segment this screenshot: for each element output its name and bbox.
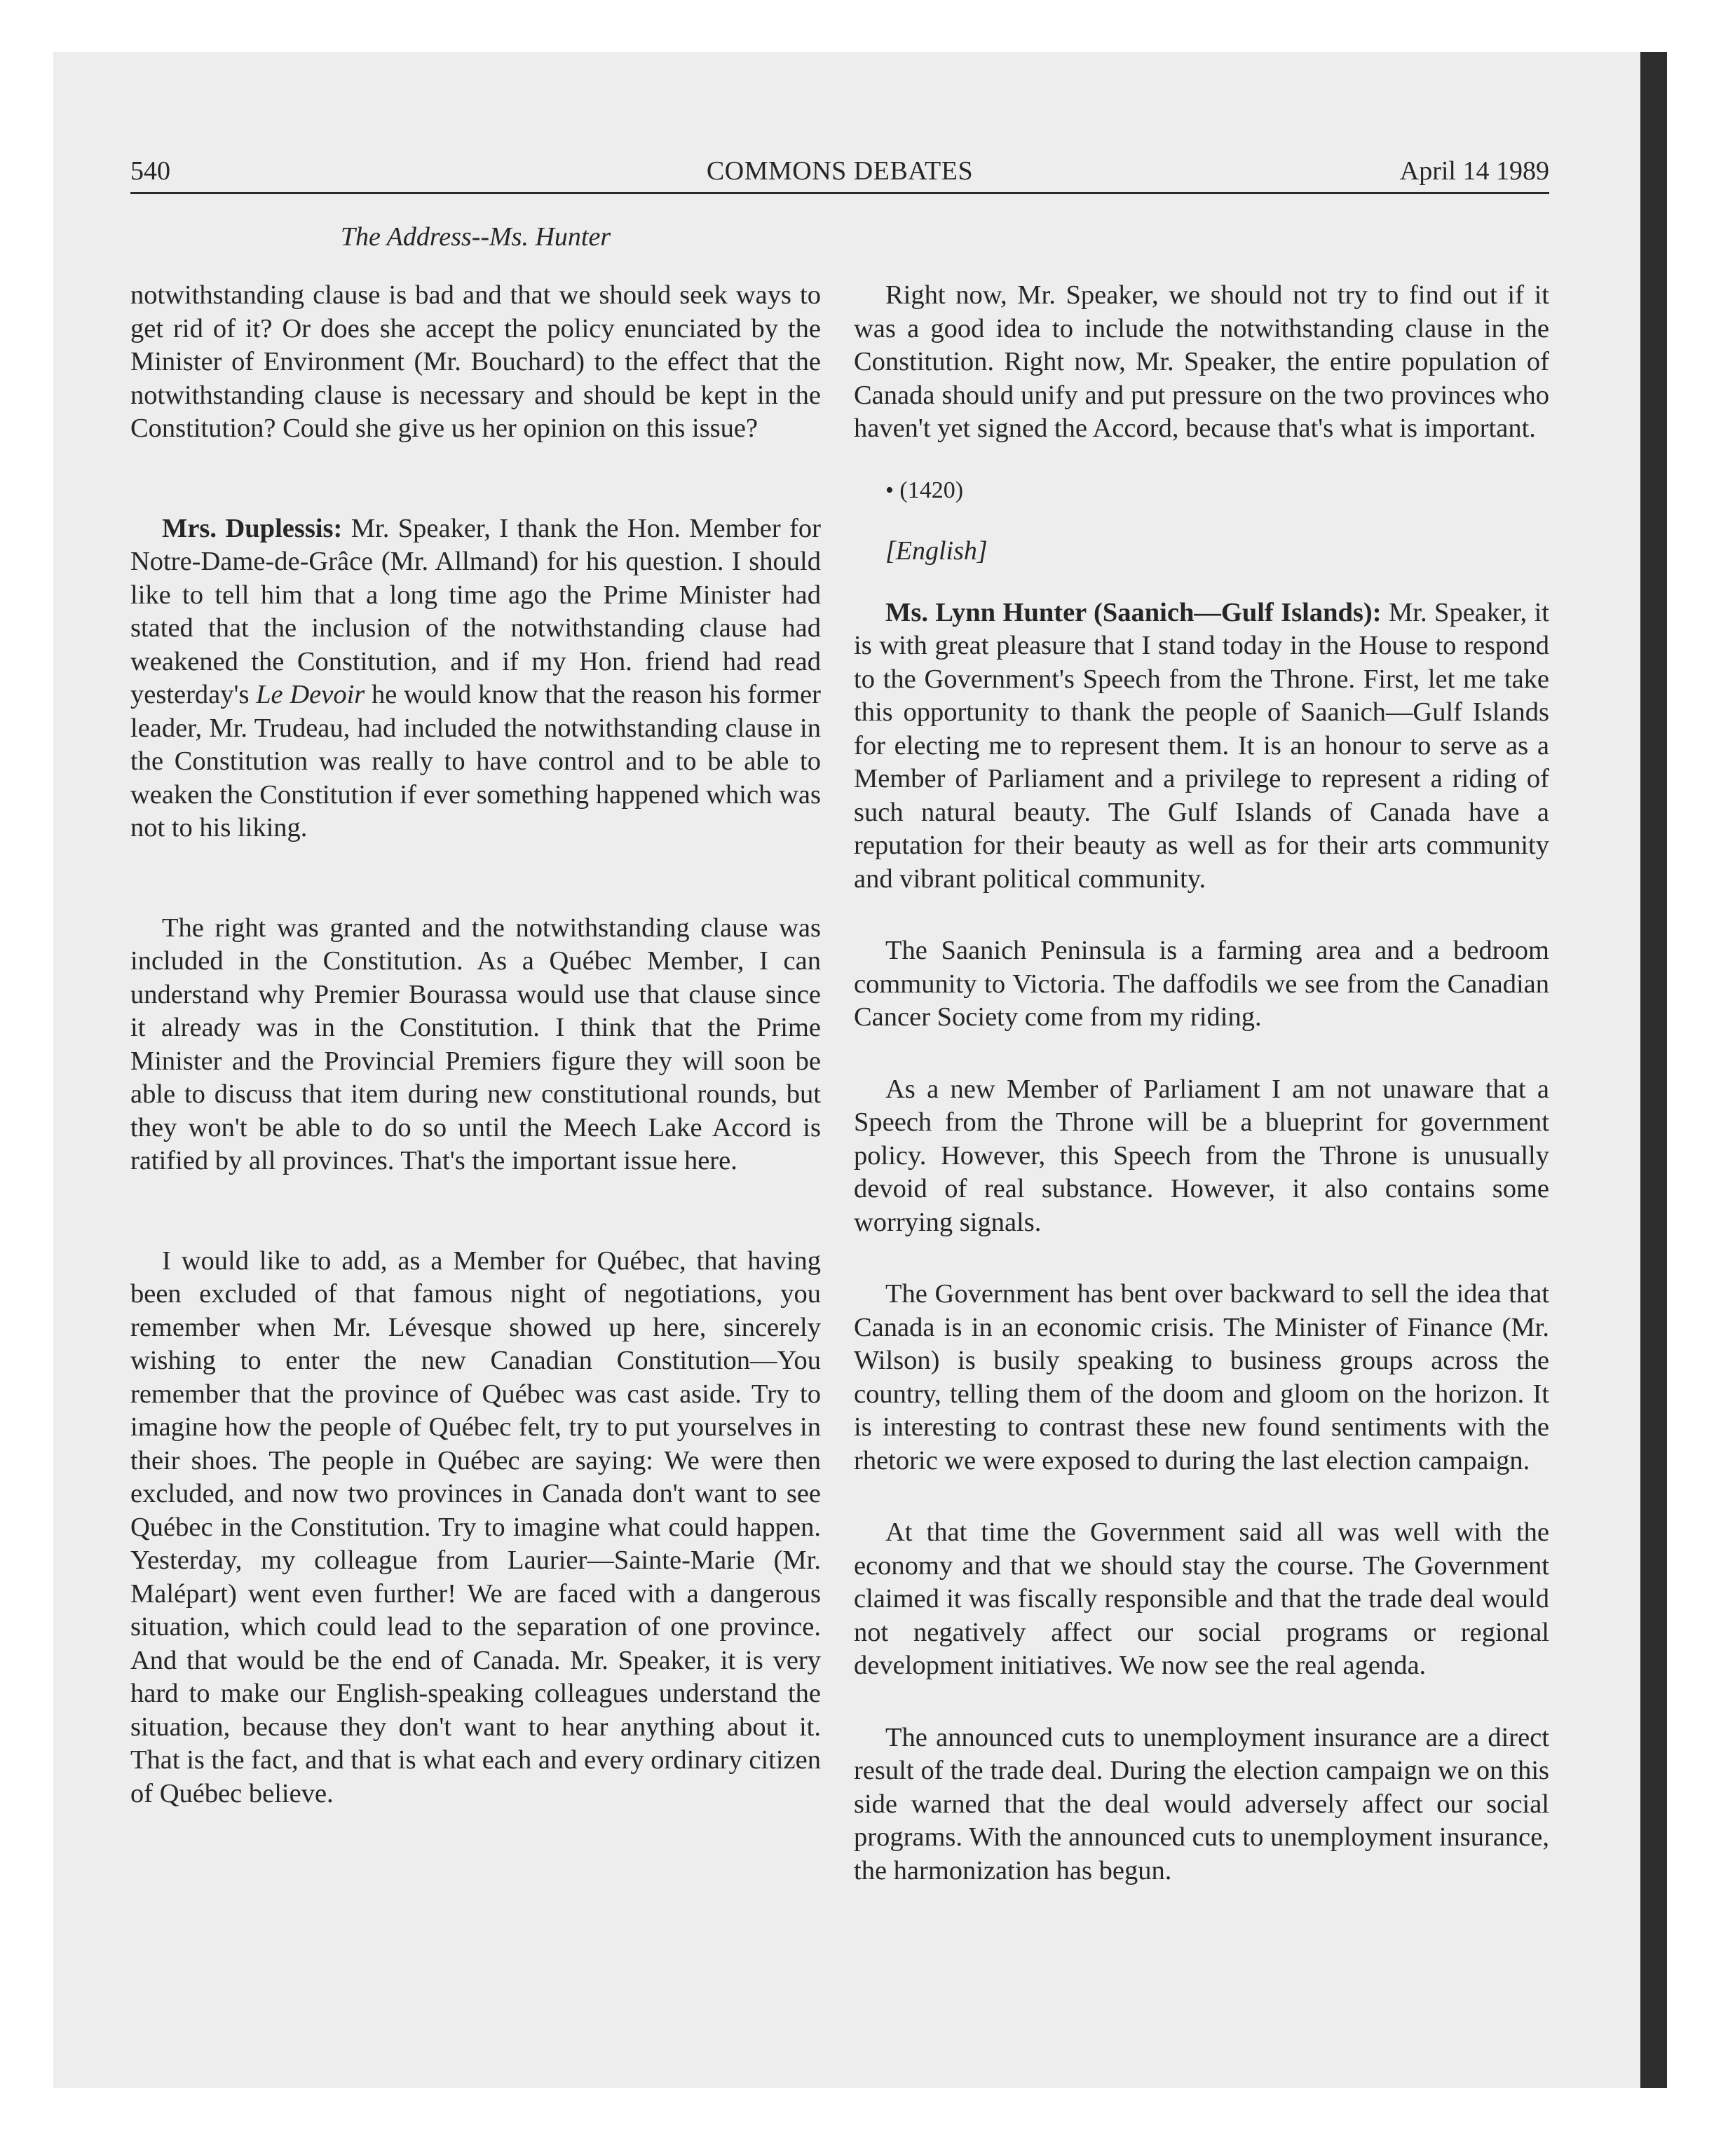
speech-paragraph	[130, 512, 821, 845]
left-column	[130, 279, 821, 1810]
speech-text: he would know that the reason his former leader, Mr. Trudeau, had included the notwithstanding clause in the Constitution was really to have control and to be able to weaken the Constitution if ever something happened which was not to his liking.	[130, 680, 821, 842]
newspaper-title: Le Devoir	[256, 680, 365, 709]
speech-paragraph	[854, 596, 1549, 896]
paragraph: I would like to add, as a Member for Québec, that having been excluded of that famous night of negotiations, you remember when Mr. Lévesque showed up here, sincerely wishing to enter the new Canadian Constitution—You remember that the province of Québec was cast aside. Try to imagine how the people of Québec felt, try to put yourselves in their shoes. The people in Québec are saying: We were then excluded, and now two provinces in Canada don't want to see Québec in the Constitution. Try to imagine what could happen. Yesterday, my colleague from Laurier—Sainte-Marie (Mr. Malépart) went even further! We are faced with a dangerous situation, which could lead to the separation of one province. And that would be the end of Canada. Mr. Speaker, it is very hard to make our English-speaking colleagues understand the situation, because they don't want to hear anything about it. That is the fact, and that is what each and every ordinary citizen of Québec believe.	[130, 1246, 821, 1808]
paragraph: The right was granted and the notwithstanding clause was included in the Constitution. As a Québec Member, I can understand why Premier Bourassa would use that clause since it already was in the Constitution. I think that the Prime Minister and the Provincial Premiers figure they will soon be able to discuss that item during new constitutional rounds, but they won't be able to do so until the Meech Lake Accord is ratified by all provinces. That's the important issue here.	[130, 913, 821, 1175]
paragraph: Right now, Mr. Speaker, we should not try to find out if it was a good idea to include the notwithstanding clause in the Constitution. Right now, Mr. Speaker, the entire population of Canada should unify and put pressure on the two provinces who haven't yet signed the Accord, because that's what is important.	[854, 280, 1549, 443]
paragraph: As a new Member of Parliament I am not unaware that a Speech from the Throne will be a blueprint for government policy. However, this Speech from the Throne is unusually devoid of real substance. However, it also contains some worrying signals.	[854, 1074, 1549, 1237]
page-header	[130, 156, 1549, 194]
paragraph: At that time the Government said all was well with the economy and that we should stay the course. The Government claimed it was fiscally responsible and that the trade deal would not negatively affect our social programs or regional development initiatives. We now see the real agenda.	[854, 1517, 1549, 1680]
page-date: April 14 1989	[1399, 156, 1549, 186]
paragraph: The Government has bent over backward to sell the idea that Canada is in an economic crisis. The Minister of Finance (Mr. Wilson) is busily speaking to business groups across the country, telling them of the doom and gloom on the horizon. It is interesting to contrast these new found sentiments with the rhetoric we were exposed to during the last election campaign.	[854, 1279, 1549, 1475]
speech-text: Mr. Speaker, it is with great pleasure that I stand today in the House to respond to the Government's Speech from the Throne. First, let me take this opportunity to thank the people of Saanich—Gulf Islands for electing me to represent them. It is an honour to serve as a Member of Parliament and a privilege to represent a riding of such natural beauty. The Gulf Islands of Canada have a reputation for their beauty as well as for their arts community and vibrant political community.	[854, 597, 1549, 894]
speech-text: Mr. Speaker, I thank the Hon. Member for Notre-Dame-de-Grâce (Mr. Allmand) for his question. I should like to tell him that a long time ago the Prime Minister had stated that the inclusion of the notwithstanding clause had weakened the Constitution, and if my Hon. friend had read yesterday's	[130, 513, 821, 709]
paragraph: notwithstanding clause is bad and that we should seek ways to get rid of it? Or does she accept the policy enunciated by the Minister of Environment (Mr. Bouchard) to the effect that the notwithstanding clause is necessary and should be kept in the Constitution? Could she give us her opinion on this issue?	[130, 280, 821, 443]
right-column	[854, 279, 1549, 1888]
paragraph: The announced cuts to unemployment insurance are a direct result of the trade deal. During the election campaign we on this side warned that the deal would adversely affect our social programs. With the announced cuts to unemployment insurance, the harmonization has begun.	[854, 1722, 1549, 1885]
running-head: The Address--Ms. Hunter	[340, 222, 611, 252]
speaker-name: Mrs. Duplessis:	[162, 513, 343, 543]
speaker-name: Ms. Lynn Hunter (Saanich—Gulf Islands):	[885, 597, 1382, 627]
time-marker: • (1420)	[885, 477, 964, 503]
binding-edge	[1640, 52, 1667, 2088]
language-tag: [English]	[885, 536, 988, 566]
paragraph: The Saanich Peninsula is a farming area and a bedroom community to Victoria. The daffodils we see from the Canadian Cancer Society come from my riding.	[854, 936, 1549, 1032]
page-number: 540	[130, 156, 170, 186]
publication-title: COMMONS DEBATES	[706, 156, 974, 186]
